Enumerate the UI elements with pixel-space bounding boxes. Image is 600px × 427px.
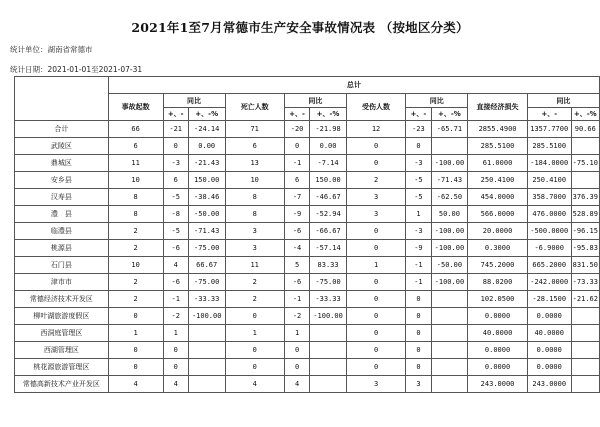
cell-injured-pct: -100.00 — [431, 155, 468, 172]
cell-injured-pct — [431, 325, 468, 342]
header-row-group — [15, 77, 600, 94]
cell-loss-change: 40.0000 — [527, 325, 571, 342]
cell-loss: 20.0000 — [468, 223, 528, 240]
cell-accidents-pct — [188, 325, 225, 342]
cell-loss-change: 0.0000 — [527, 359, 571, 376]
cell-loss-change: -242.0000 — [527, 274, 571, 291]
cell-injured-change: -23 — [406, 121, 431, 138]
cell-loss: 0.0000 — [468, 342, 528, 359]
cell-injured-pct — [431, 138, 468, 155]
table-row — [15, 325, 600, 342]
cell-accidents-change: -21 — [163, 121, 188, 138]
cell-injured: 0 — [346, 240, 405, 257]
cell-injured: 3 — [346, 376, 405, 393]
cell-loss-change: 285.5100 — [527, 138, 571, 155]
cell-loss-pct: 831.50 — [571, 257, 599, 274]
cell-accidents-pct: -33.33 — [188, 291, 225, 308]
cell-deaths: 11 — [225, 257, 284, 274]
header-deaths-yoy: 同比 — [284, 94, 346, 108]
cell-deaths-pct: -57.14 — [310, 240, 347, 257]
cell-loss-pct: 376.39 — [571, 189, 599, 206]
cell-injured-pct: -100.00 — [431, 274, 468, 291]
cell-region: 津市市 — [15, 274, 109, 291]
cell-accidents-pct: -75.00 — [188, 274, 225, 291]
cell-accidents-change: 6 — [163, 172, 188, 189]
cell-loss-change: -184.0000 — [527, 155, 571, 172]
cell-loss: 102.0500 — [468, 291, 528, 308]
cell-injured-change: -5 — [406, 172, 431, 189]
cell-loss-pct: -73.33 — [571, 274, 599, 291]
cell-deaths-pct: -21.98 — [310, 121, 347, 138]
cell-accidents-pct: -75.00 — [188, 240, 225, 257]
cell-injured: 0 — [346, 155, 405, 172]
cell-accidents: 11 — [108, 155, 163, 172]
cell-deaths-change: -1 — [284, 155, 309, 172]
cell-injured: 0 — [346, 342, 405, 359]
cell-region: 鼎城区 — [15, 155, 109, 172]
cell-region: 合计 — [15, 121, 109, 138]
cell-deaths: 3 — [225, 223, 284, 240]
cell-loss-pct: 528.89 — [571, 206, 599, 223]
cell-deaths-pct: 150.00 — [310, 172, 347, 189]
table-row — [15, 172, 600, 189]
cell-loss-change: 476.0000 — [527, 206, 571, 223]
cell-injured-change: 0 — [406, 291, 431, 308]
cell-region: 安乡县 — [15, 172, 109, 189]
cell-deaths-pct: -66.67 — [310, 223, 347, 240]
cell-injured: 0 — [346, 274, 405, 291]
cell-region: 桃花源旅游管理区 — [15, 359, 109, 376]
cell-deaths-pct: -33.33 — [310, 291, 347, 308]
cell-accidents: 2 — [108, 274, 163, 291]
cell-loss-change: 1357.7700 — [527, 121, 571, 138]
cell-deaths-change: 0 — [284, 359, 309, 376]
header-loss-pct: +、-% — [571, 108, 599, 121]
table-body — [15, 77, 600, 393]
cell-injured-pct: -71.43 — [431, 172, 468, 189]
table-row — [15, 376, 600, 393]
cell-deaths-pct: 0.00 — [310, 138, 347, 155]
header-injured-change: +、- — [406, 108, 431, 121]
cell-loss-pct — [571, 308, 599, 325]
cell-loss: 566.0000 — [468, 206, 528, 223]
table-row — [15, 274, 600, 291]
cell-accidents-change: 0 — [163, 359, 188, 376]
cell-region: 临澧县 — [15, 223, 109, 240]
cell-deaths: 2 — [225, 291, 284, 308]
cell-loss: 0.0000 — [468, 308, 528, 325]
cell-accidents-pct — [188, 376, 225, 393]
cell-deaths: 71 — [225, 121, 284, 138]
table-row — [15, 359, 600, 376]
header-loss-change: +、- — [527, 108, 571, 121]
cell-accidents-change: -3 — [163, 155, 188, 172]
cell-loss-pct — [571, 376, 599, 393]
statistics-unit: 统计单位：湖南省常德市 — [10, 45, 93, 54]
header-loss-yoy: 同比 — [527, 94, 599, 108]
cell-deaths-change: 6 — [284, 172, 309, 189]
header-injured-yoy: 同比 — [406, 94, 468, 108]
cell-loss: 2855.4900 — [468, 121, 528, 138]
cell-deaths-pct — [310, 359, 347, 376]
cell-deaths-change: -2 — [284, 308, 309, 325]
cell-accidents-change: -1 — [163, 291, 188, 308]
cell-loss-pct — [571, 359, 599, 376]
cell-region: 汉寿县 — [15, 189, 109, 206]
cell-loss-change: 243.0000 — [527, 376, 571, 393]
page-title: 2021年1至7月常德市生产安全事故情况表 （按地区分类） — [131, 20, 469, 35]
cell-loss: 285.5100 — [468, 138, 528, 155]
cell-deaths-change: 4 — [284, 376, 309, 393]
cell-region: 常德高新技术产业开发区 — [15, 376, 109, 393]
cell-accidents-pct: 0.00 — [188, 138, 225, 155]
cell-injured: 1 — [346, 257, 405, 274]
cell-deaths: 4 — [225, 376, 284, 393]
header-total-group: 总计 — [108, 77, 599, 94]
cell-deaths-pct: -100.00 — [310, 308, 347, 325]
cell-loss-pct — [571, 342, 599, 359]
cell-accidents: 1 — [108, 325, 163, 342]
cell-injured-pct: -65.71 — [431, 121, 468, 138]
cell-injured-pct — [431, 376, 468, 393]
cell-region: 常德经济技术开发区 — [15, 291, 109, 308]
cell-loss: 88.0200 — [468, 274, 528, 291]
cell-injured-pct: -100.00 — [431, 223, 468, 240]
cell-loss: 243.0000 — [468, 376, 528, 393]
cell-accidents-pct: -71.43 — [188, 223, 225, 240]
header-region — [15, 77, 109, 121]
cell-deaths-pct: -46.67 — [310, 189, 347, 206]
cell-accidents-pct: -24.14 — [188, 121, 225, 138]
header-accidents-change: +、- — [163, 108, 188, 121]
cell-injured-pct: -62.50 — [431, 189, 468, 206]
cell-injured-pct — [431, 359, 468, 376]
cell-injured-pct — [431, 342, 468, 359]
cell-accidents: 8 — [108, 206, 163, 223]
cell-deaths: 8 — [225, 189, 284, 206]
cell-deaths-change: 0 — [284, 342, 309, 359]
cell-accidents: 10 — [108, 257, 163, 274]
cell-accidents-pct: 66.67 — [188, 257, 225, 274]
cell-deaths-change: -7 — [284, 189, 309, 206]
cell-deaths-pct — [310, 325, 347, 342]
cell-deaths-change: 5 — [284, 257, 309, 274]
cell-deaths: 0 — [225, 342, 284, 359]
table-row — [15, 189, 600, 206]
cell-deaths: 13 — [225, 155, 284, 172]
cell-deaths-pct: -75.00 — [310, 274, 347, 291]
cell-injured-pct: -50.00 — [431, 257, 468, 274]
cell-deaths: 0 — [225, 308, 284, 325]
table-row — [15, 223, 600, 240]
cell-loss-change: 250.4100 — [527, 172, 571, 189]
cell-injured: 0 — [346, 291, 405, 308]
cell-region: 石门县 — [15, 257, 109, 274]
cell-accidents: 10 — [108, 172, 163, 189]
cell-accidents-pct: 150.00 — [188, 172, 225, 189]
cell-injured-pct: 50.00 — [431, 206, 468, 223]
cell-loss: 61.0000 — [468, 155, 528, 172]
cell-deaths-change: -4 — [284, 240, 309, 257]
cell-loss-pct: -96.15 — [571, 223, 599, 240]
cell-accidents: 2 — [108, 291, 163, 308]
cell-accidents: 0 — [108, 308, 163, 325]
cell-accidents: 2 — [108, 240, 163, 257]
cell-loss-pct: -75.10 — [571, 155, 599, 172]
cell-injured-change: 0 — [406, 325, 431, 342]
cell-deaths-change: -20 — [284, 121, 309, 138]
cell-accidents: 4 — [108, 376, 163, 393]
cell-accidents-pct: -100.00 — [188, 308, 225, 325]
cell-accidents-pct: -50.00 — [188, 206, 225, 223]
cell-accidents: 8 — [108, 189, 163, 206]
header-deaths-change: +、- — [284, 108, 309, 121]
cell-injured-pct: -100.00 — [431, 240, 468, 257]
header-deaths: 死亡人数 — [225, 94, 284, 121]
cell-deaths: 8 — [225, 206, 284, 223]
cell-accidents-change: 1 — [163, 325, 188, 342]
table-row — [15, 342, 600, 359]
cell-injured-change: 0 — [406, 342, 431, 359]
cell-deaths-pct: 83.33 — [310, 257, 347, 274]
table-row — [15, 155, 600, 172]
table-row — [15, 121, 600, 138]
table-row — [15, 291, 600, 308]
cell-region: 柳叶湖旅游度假区 — [15, 308, 109, 325]
cell-deaths-change: -1 — [284, 291, 309, 308]
cell-accidents-change: 4 — [163, 376, 188, 393]
cell-accidents: 6 — [108, 138, 163, 155]
cell-accidents-pct: -21.43 — [188, 155, 225, 172]
cell-region: 西洞庭管理区 — [15, 325, 109, 342]
cell-loss-change: 0.0000 — [527, 308, 571, 325]
cell-injured: 3 — [346, 206, 405, 223]
table-row — [15, 138, 600, 155]
cell-loss: 0.0000 — [468, 359, 528, 376]
cell-injured: 0 — [346, 359, 405, 376]
cell-loss-change: -6.9000 — [527, 240, 571, 257]
cell-deaths-change: 0 — [284, 138, 309, 155]
cell-injured-change: -5 — [406, 189, 431, 206]
cell-loss-pct: -95.83 — [571, 240, 599, 257]
cell-loss: 40.0000 — [468, 325, 528, 342]
cell-accidents: 0 — [108, 359, 163, 376]
cell-region: 桃源县 — [15, 240, 109, 257]
cell-injured: 0 — [346, 138, 405, 155]
table-row — [15, 240, 600, 257]
cell-loss-pct — [571, 172, 599, 189]
accident-table — [14, 76, 600, 393]
header-accidents-pct: +、-% — [188, 108, 225, 121]
header-accidents-yoy: 同比 — [163, 94, 225, 108]
table-row — [15, 206, 600, 223]
cell-accidents-change: 0 — [163, 138, 188, 155]
cell-deaths: 10 — [225, 172, 284, 189]
cell-deaths: 0 — [225, 359, 284, 376]
table-row — [15, 308, 600, 325]
cell-loss-pct — [571, 138, 599, 155]
cell-region: 澧 县 — [15, 206, 109, 223]
cell-loss-change: -28.1500 — [527, 291, 571, 308]
cell-loss: 0.3000 — [468, 240, 528, 257]
cell-accidents-change: 0 — [163, 342, 188, 359]
cell-injured: 0 — [346, 223, 405, 240]
cell-loss-pct — [571, 325, 599, 342]
cell-accidents-pct: -38.46 — [188, 189, 225, 206]
cell-loss-change: 0.0000 — [527, 342, 571, 359]
cell-accidents-change: -8 — [163, 206, 188, 223]
cell-accidents-pct — [188, 359, 225, 376]
cell-injured-pct — [431, 308, 468, 325]
cell-region: 西湖管理区 — [15, 342, 109, 359]
cell-deaths-change: -9 — [284, 206, 309, 223]
cell-deaths: 6 — [225, 138, 284, 155]
cell-injured-change: -3 — [406, 155, 431, 172]
statistics-date-range: 统计日期：2021-01-01至2021-07-31 — [10, 65, 143, 74]
cell-injured: 0 — [346, 308, 405, 325]
cell-deaths-pct — [310, 376, 347, 393]
cell-accidents-change: -2 — [163, 308, 188, 325]
cell-injured-change: 0 — [406, 359, 431, 376]
cell-loss: 250.4100 — [468, 172, 528, 189]
cell-injured: 3 — [346, 189, 405, 206]
cell-accidents-change: -5 — [163, 223, 188, 240]
cell-loss-pct: 90.66 — [571, 121, 599, 138]
header-injured-pct: +、-% — [431, 108, 468, 121]
cell-loss: 454.0000 — [468, 189, 528, 206]
cell-accidents-change: -6 — [163, 274, 188, 291]
cell-deaths-pct: -7.14 — [310, 155, 347, 172]
cell-deaths: 3 — [225, 240, 284, 257]
cell-injured-pct — [431, 291, 468, 308]
cell-accidents-pct — [188, 342, 225, 359]
cell-injured-change: -1 — [406, 257, 431, 274]
cell-accidents: 0 — [108, 342, 163, 359]
cell-region: 武陵区 — [15, 138, 109, 155]
cell-deaths-pct — [310, 342, 347, 359]
cell-injured-change: 1 — [406, 206, 431, 223]
cell-injured-change: -1 — [406, 274, 431, 291]
cell-accidents-change: 4 — [163, 257, 188, 274]
cell-accidents-change: -6 — [163, 240, 188, 257]
cell-deaths-change: 1 — [284, 325, 309, 342]
cell-loss-pct: -21.62 — [571, 291, 599, 308]
header-loss: 直接经济损失 — [468, 94, 528, 121]
cell-deaths-change: -6 — [284, 274, 309, 291]
cell-injured: 0 — [346, 325, 405, 342]
header-accidents: 事故起数 — [108, 94, 163, 121]
cell-loss-change: 358.7000 — [527, 189, 571, 206]
cell-loss-change: -500.0000 — [527, 223, 571, 240]
header-injured: 受伤人数 — [346, 94, 405, 121]
header-deaths-pct: +、-% — [310, 108, 347, 121]
cell-deaths-pct: -52.94 — [310, 206, 347, 223]
cell-deaths: 2 — [225, 274, 284, 291]
cell-loss: 745.2000 — [468, 257, 528, 274]
cell-injured: 2 — [346, 172, 405, 189]
cell-deaths-change: -6 — [284, 223, 309, 240]
cell-injured-change: 0 — [406, 138, 431, 155]
cell-accidents-change: -5 — [163, 189, 188, 206]
cell-accidents: 66 — [108, 121, 163, 138]
cell-loss-change: 665.2000 — [527, 257, 571, 274]
cell-injured: 12 — [346, 121, 405, 138]
table-row — [15, 257, 600, 274]
cell-injured-change: -3 — [406, 223, 431, 240]
cell-accidents: 2 — [108, 223, 163, 240]
cell-deaths: 1 — [225, 325, 284, 342]
cell-injured-change: -9 — [406, 240, 431, 257]
cell-injured-change: 3 — [406, 376, 431, 393]
cell-injured-change: 0 — [406, 308, 431, 325]
